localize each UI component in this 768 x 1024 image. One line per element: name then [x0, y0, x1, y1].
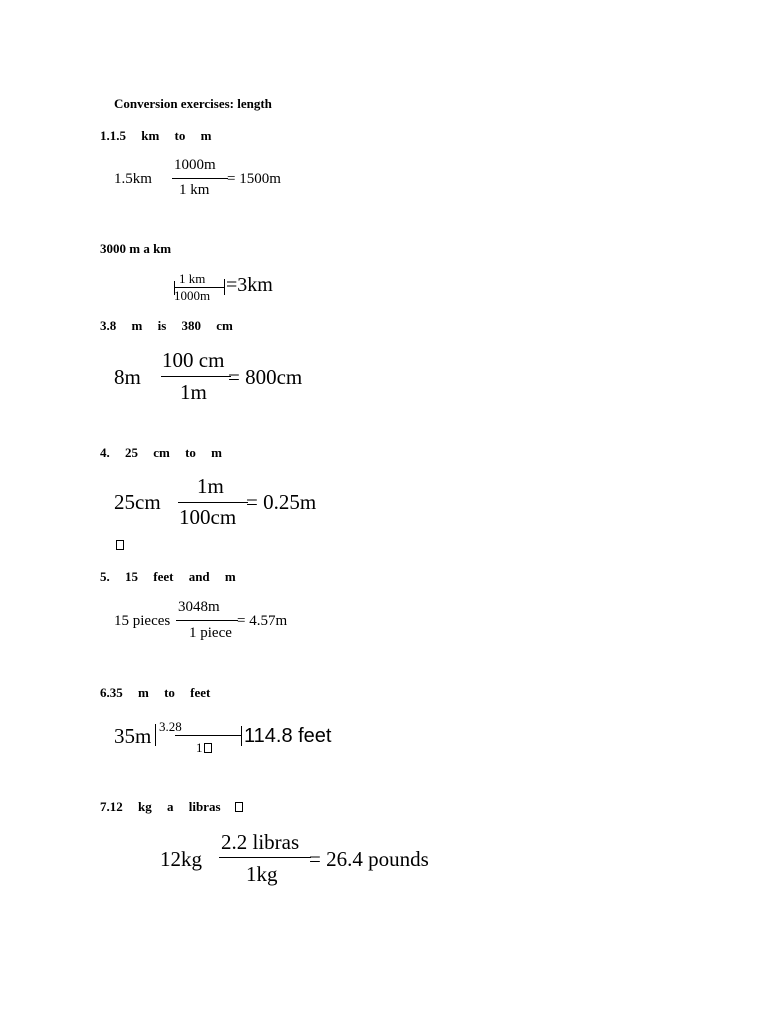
- exercise-1-numerator: 1000m: [174, 157, 216, 173]
- exercise-7-heading: 7.12 kg a libras: [100, 799, 221, 814]
- exercise-6-denominator-wrap: [196, 741, 212, 754]
- exercise-1-denominator: 1 km: [179, 182, 210, 198]
- exercise-7-denominator: 1kg: [246, 862, 278, 886]
- exercise-2-denominator: 1000m: [174, 288, 211, 303]
- exercise-2-result: =3km: [226, 274, 273, 296]
- exercise-6-right-bar: [241, 726, 242, 746]
- exercise-6-left-bar: [155, 724, 156, 746]
- exercise-6-heading: 6.35 m to feet: [100, 685, 211, 700]
- exercise-1-heading: 1.1.5 km to m: [100, 128, 212, 143]
- exercise-7-fraction-bar: [219, 857, 311, 858]
- exercise-4-heading: 4. 25 cm to m: [100, 445, 223, 460]
- exercise-3-numerator: 100 cm: [162, 348, 225, 372]
- exercise-4-fraction-bar: [178, 502, 248, 503]
- exercise-3-result: = 800cm: [228, 365, 303, 389]
- page-title: Conversion exercises: length: [114, 96, 272, 111]
- exercise-1-result: = 1500m: [227, 171, 281, 187]
- exercise-3-heading: 3.8 m is 380 cm: [100, 318, 233, 333]
- exercise-1-fraction-bar: [172, 178, 228, 179]
- exercise-5-heading: 5. 15 feet and m: [100, 569, 236, 584]
- missing-glyph-box-icon: [235, 802, 243, 812]
- exercise-2-right-bar: [224, 279, 225, 295]
- exercise-6-result: 114.8 feet: [244, 725, 332, 747]
- exercise-5-numerator: 3048m: [178, 599, 220, 615]
- exercise-3-fraction-bar: [161, 376, 231, 377]
- exercise-2-numerator: 1 km: [179, 271, 206, 286]
- exercise-1-value: 1.5km: [114, 171, 152, 187]
- exercise-2-heading: 3000 m a km: [100, 241, 172, 256]
- exercise-4-value: 25cm: [114, 490, 161, 514]
- exercise-7-heading-wrap: [100, 800, 243, 813]
- exercise-3-denominator: 1m: [180, 380, 207, 404]
- exercise-6-numerator: 3.28: [159, 719, 182, 734]
- exercise-5-result: = 4.57m: [237, 613, 288, 629]
- exercise-7-numerator: 2.2 libras: [221, 830, 300, 854]
- exercise-5-value: 15 pieces: [114, 613, 171, 629]
- exercise-6-denominator: 1: [196, 740, 203, 755]
- exercise-4-result: = 0.25m: [246, 490, 317, 514]
- exercise-6-value: 35m: [114, 724, 152, 748]
- exercise-3-value: 8m: [114, 365, 141, 389]
- exercise-4-denominator: 100cm: [179, 505, 237, 529]
- exercise-5-denominator: 1 piece: [189, 625, 232, 641]
- exercise-7-value: 12kg: [160, 847, 202, 871]
- exercise-6-fraction-bar: [175, 735, 241, 736]
- exercise-5-fraction-bar: [176, 620, 238, 621]
- missing-glyph-box-icon: [204, 743, 212, 753]
- exercise-4-numerator: 1m: [197, 474, 224, 498]
- missing-glyph-box-icon: [116, 540, 124, 550]
- exercise-7-result: = 26.4 pounds: [309, 847, 429, 871]
